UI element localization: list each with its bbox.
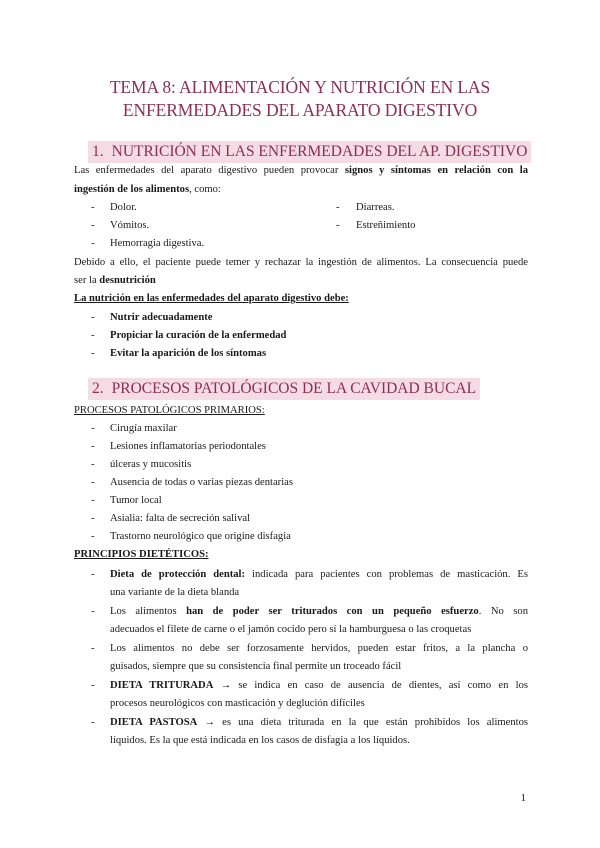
nutrition-goal: Propiciar la curación de la enfermedad bbox=[110, 330, 287, 341]
primary-item: Asialia: falta de secreción salival bbox=[110, 513, 251, 524]
diet-4-text: → se indica en caso de ausencia de dientes, así como en los bbox=[213, 680, 528, 691]
consequence-text: ser la bbox=[74, 275, 100, 286]
primary-item: Ausencia de todas o varias piezas dentarias bbox=[110, 477, 293, 488]
diet-heading: PRINCIPIOS DIETÉTICOS: bbox=[74, 549, 209, 560]
intro-text-2: , como: bbox=[189, 184, 221, 195]
section-2-heading bbox=[88, 378, 480, 400]
document-title bbox=[60, 76, 540, 122]
nutrition-goal: Nutrir adecuadamente bbox=[110, 312, 213, 323]
title-line-2: ENFERMEDADES DEL APARATO DIGESTIVO bbox=[122, 100, 478, 120]
section-1-number: 1. bbox=[92, 143, 104, 160]
primary-item: Tumor local bbox=[110, 495, 162, 506]
primary-item: Lesiones inflamatorias periodontales bbox=[110, 441, 266, 452]
intro-text: Las enfermedades del aparato digestivo pueden provocar bbox=[74, 165, 345, 176]
diet-principle-3: Los alimentos no debe ser forzosamente hervidos, pueden estar fritos, a la plancha o bbox=[110, 643, 528, 654]
title-line-1: TEMA 8: ALIMENTACIÓN Y NUTRICIÓN EN LAS bbox=[109, 77, 491, 97]
symptom-item: Diarreas. bbox=[356, 202, 395, 213]
document-page: TEMA 8: ALIMENTACIÓN Y NUTRICIÓN EN LAS ENFERMEDADES DEL APARATO DIGESTIVO 1. NUTRICIÓN EN LAS ENFERMEDADES DEL AP. DIGESTIVO Las enfermedades del aparato digestivo pueden provocar signos y síntomas en relación con la ingestión de los alimentos, como: - Dolor. - Diarreas. - Vómitos. - Estreñimiento - Hemorragia digestiva. Debido a ello, el paciente puede temer y rechazar la ingestión de alimentos. La consecuencia puede ser la desnutrición La nutrición en las enfermedades del aparato digestivo debe: - Nutrir adecuadamente - Propiciar la curación de la enfermedad - Evitar la aparición de los síntomas 2. PROCESOS PATOLÓGICOS DE LA CAVIDAD BUCAL PROCESOS PATOLÓGICOS PRIMARIOS: - Cirugía maxilar - Lesiones inflamatorias periodontales - úlceras y mucositis - Ausencia de todas o varias piezas dentarias - Tumor local - Asialia: falta de secreción salival - Trastorno neurológico que origine disfagia PRINCIPIOS DIETÉTICOS: - Dieta de protección dental: indicada para pacientes con problemas de masticación. Es una variante de la dieta blanda - Los alimentos han de poder ser triturados con un pequeño esfuerzo. No son adecuados el filete de carne o el jamón cocido pero sí la hamburguesa o las croquetas - Los alimentos no debe ser forzosamente hervidos, pueden estar fritos, a la plancha o guisados, siempre que su consistencia final permite un troceado fácil - DIETA TRITURADA → se indica en caso de ausencia de dientes, así como en los procesos neurológicos con masticación y deglución difíciles - DIETA PASTOSA → es una dieta triturada en la que están prohibidos los alimentos líquidos. Es la que está indicada en los casos de disfagia a los líquidos. 1 bbox=[0, 0, 600, 848]
diet-principle-1 bbox=[110, 566, 528, 583]
diet-principle-2-cont: adecuados el filete de carne o el jamón cocido pero sí la hamburguesa o las croquetas bbox=[110, 624, 472, 635]
diet-2-text: Los alimentos bbox=[110, 606, 187, 617]
primary-item: Cirugía maxilar bbox=[110, 423, 177, 434]
diet-1-text: indicada para pacientes con problemas de masticación. Es bbox=[245, 569, 528, 580]
symptom-item: Estreñimiento bbox=[356, 220, 416, 231]
intro-line-2 bbox=[74, 181, 221, 198]
diet-principle-4 bbox=[110, 677, 528, 694]
diet-principle-2 bbox=[110, 603, 528, 620]
consequence-line-2 bbox=[74, 272, 156, 289]
symptom-item: Dolor. bbox=[110, 202, 137, 213]
section-2-number: 2. bbox=[92, 380, 104, 397]
consequence-line-1: Debido a ello, el paciente puede temer y rechazar la ingestión de alimentos. La consecuencia puede bbox=[74, 257, 528, 268]
diet-5-text: → es una dieta triturada en la que están prohibidos los alimentos bbox=[197, 717, 528, 728]
diet-1-bold: Dieta de protección dental: bbox=[110, 569, 246, 580]
intro-bold-2: ingestión de los alimentos bbox=[74, 184, 190, 195]
diet-5-bold: DIETA PASTOSA bbox=[110, 717, 198, 728]
primary-item: úlceras y mucositis bbox=[110, 459, 192, 470]
consequence-bold: desnutrición bbox=[99, 275, 156, 286]
diet-2-bold: han de poder ser triturados con un pequeño esfuerzo bbox=[186, 606, 479, 617]
intro-line-1 bbox=[74, 162, 528, 179]
section-1-heading bbox=[88, 141, 531, 163]
section-1-title: NUTRICIÓN EN LAS ENFERMEDADES DEL AP. DIGESTIVO bbox=[111, 143, 528, 160]
section-2-title: PROCESOS PATOLÓGICOS DE LA CAVIDAD BUCAL bbox=[111, 380, 477, 397]
diet-principle-1-cont: una variante de la dieta blanda bbox=[110, 587, 240, 598]
diet-4-bold: DIETA TRITURADA bbox=[110, 680, 214, 691]
diet-principle-4-cont: procesos neurológicos con masticación y deglución difíciles bbox=[110, 698, 365, 709]
diet-principle-3-cont: guisados, siempre que su consistencia final permite un troceado fácil bbox=[110, 661, 402, 672]
diet-principle-5 bbox=[110, 714, 528, 731]
symptom-item: Hemorragia digestiva. bbox=[110, 238, 205, 249]
nutrition-heading: La nutrición en las enfermedades del aparato digestivo debe: bbox=[74, 293, 349, 304]
symptom-item: Vómitos. bbox=[110, 220, 150, 231]
primary-item: Trastorno neurológico que origine disfagia bbox=[110, 531, 291, 542]
page-number: 1 bbox=[520, 792, 526, 804]
primary-heading: PROCESOS PATOLÓGICOS PRIMARIOS: bbox=[74, 405, 265, 416]
intro-bold: signos y síntomas en relación con la bbox=[344, 165, 528, 176]
diet-2-text-end: . No son bbox=[478, 606, 529, 617]
nutrition-goal: Evitar la aparición de los síntomas bbox=[110, 348, 267, 359]
diet-principle-5-cont: líquidos. Es la que está indicada en los casos de disfagia a los líquidos. bbox=[110, 735, 410, 746]
